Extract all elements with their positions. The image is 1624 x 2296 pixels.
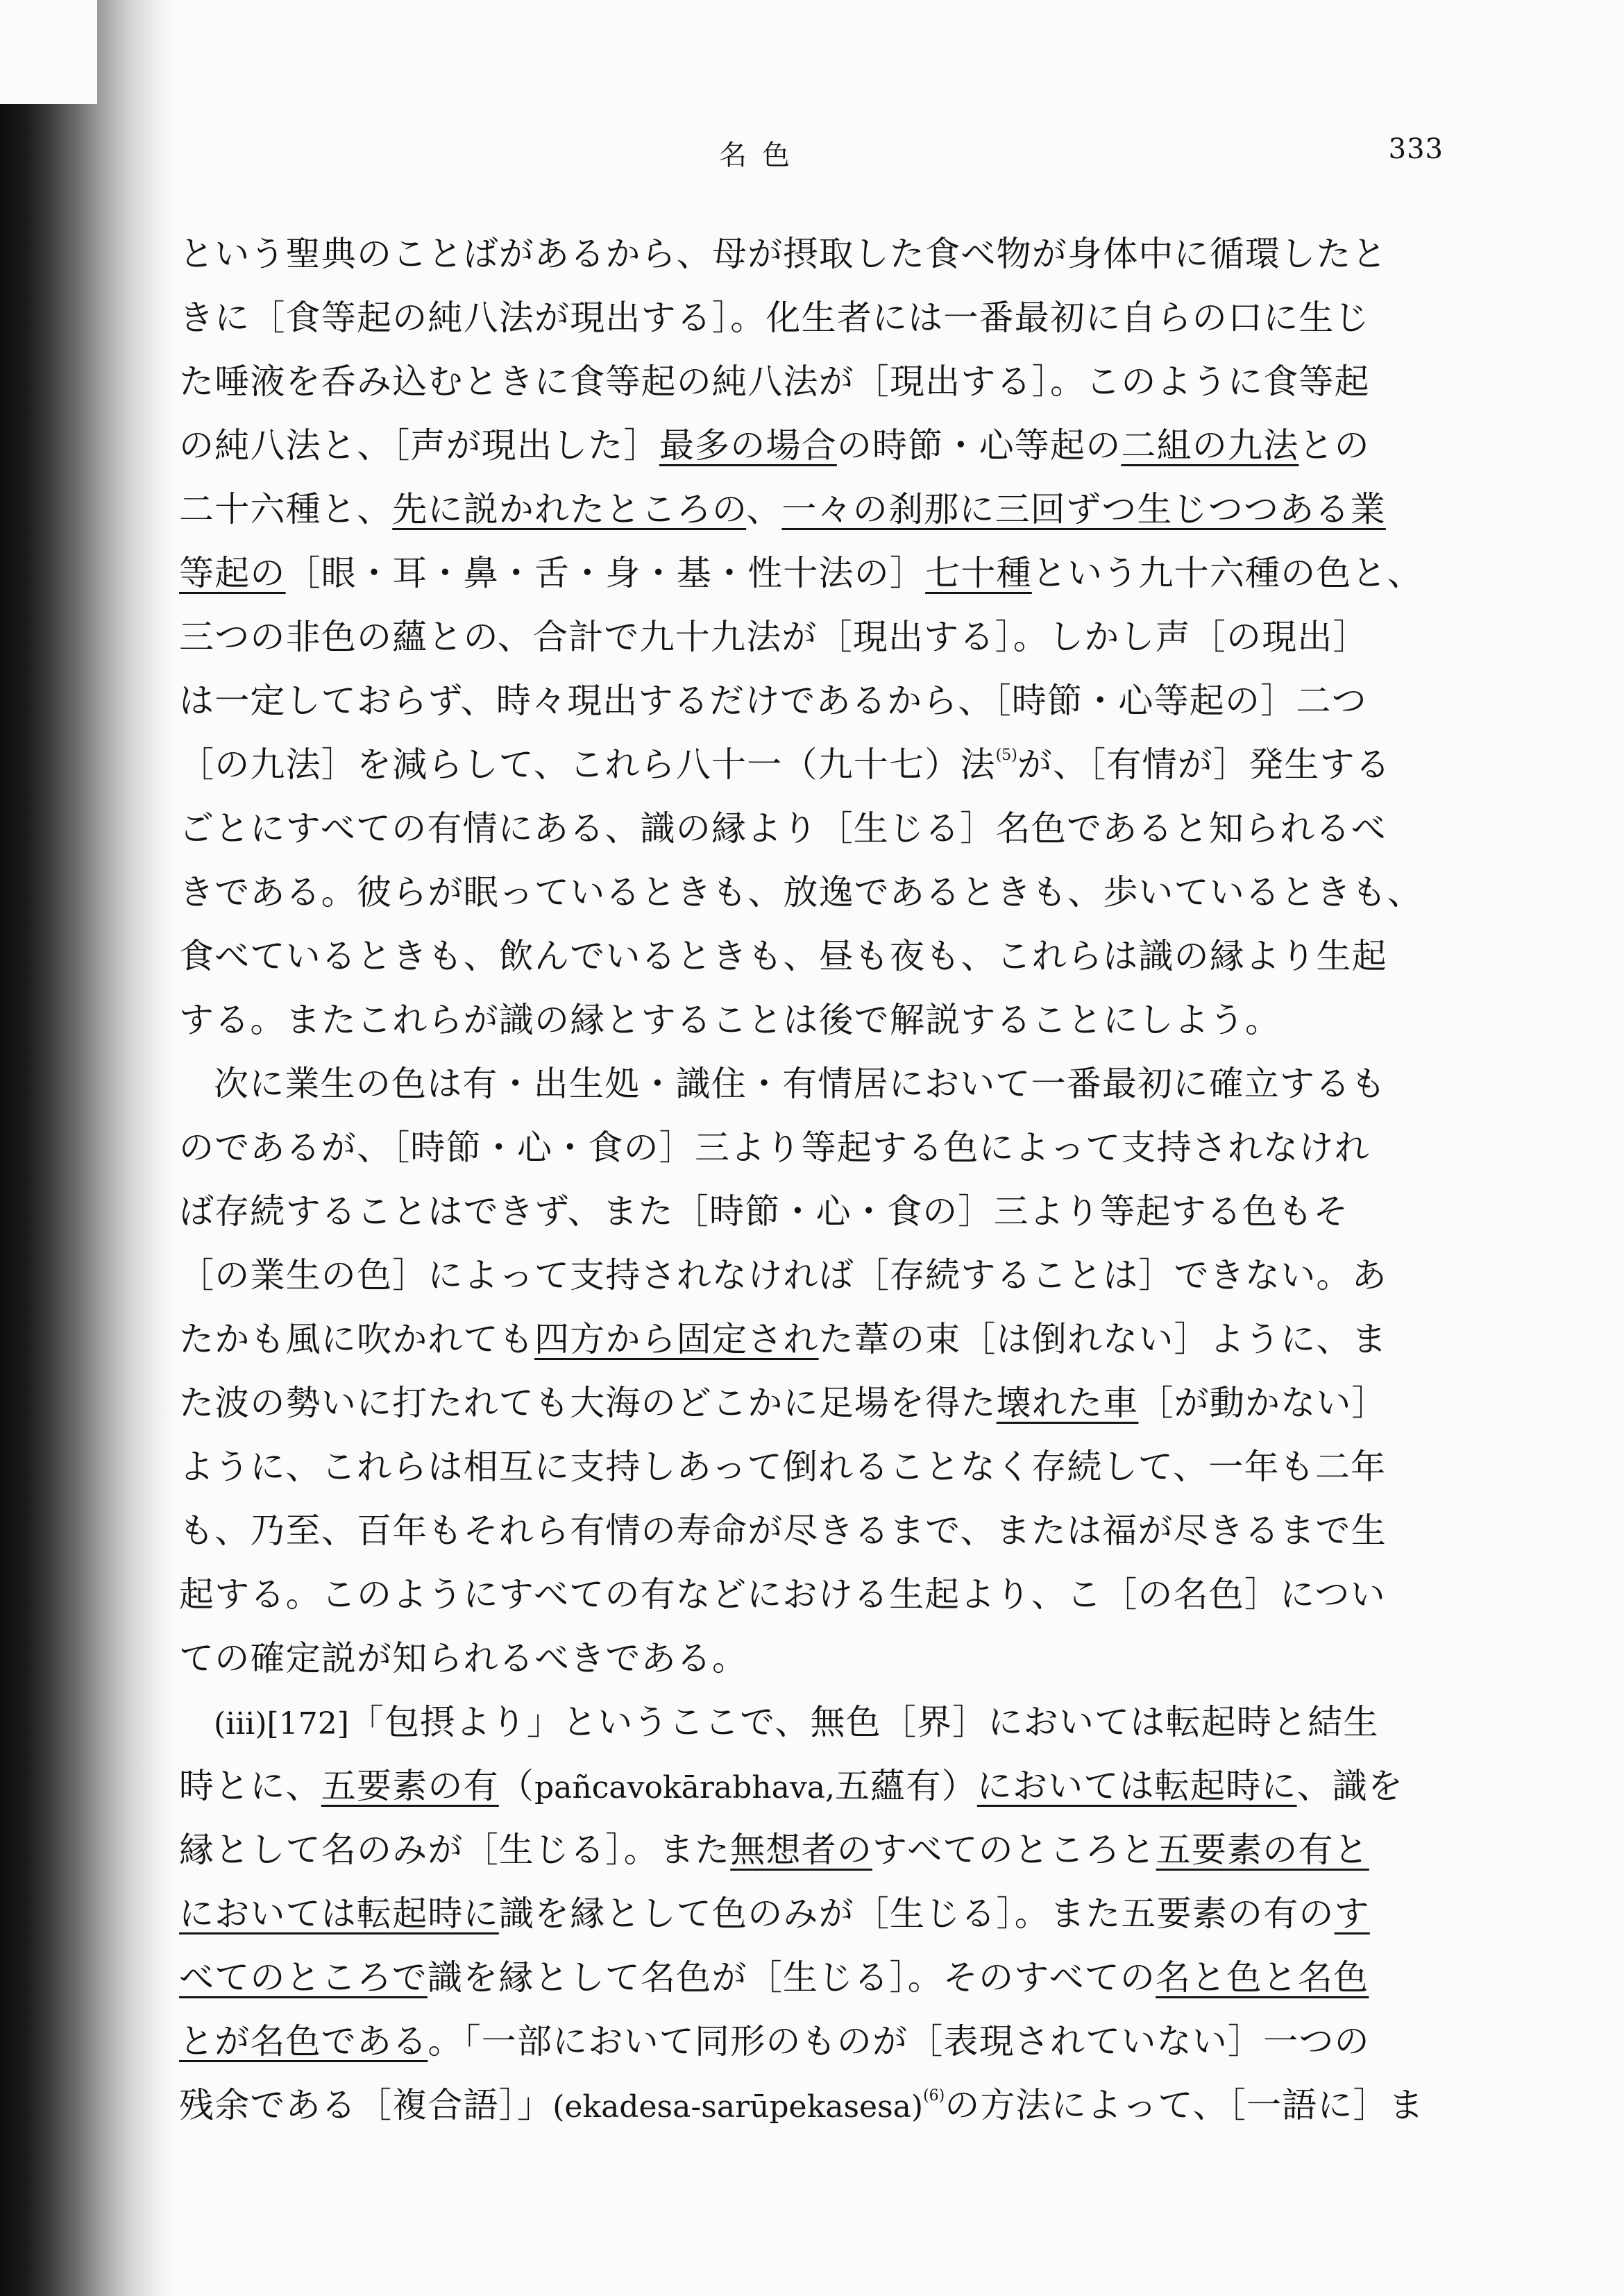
underlined-text: 二組の九法 — [1121, 425, 1299, 466]
text-run: た波の勢いに打たれても大海のどこかに足場を得た — [179, 1383, 997, 1423]
text-run: 三つの非色の蘊との、合計で九十九法が［現出する］。しかし声［の現出］ — [179, 617, 1369, 657]
text-run: 二十六種と、 — [179, 489, 393, 529]
text-line — [179, 541, 1423, 605]
text-run: が、［有情が］発生する — [1017, 745, 1391, 785]
text-run: たかも風に吹かれても — [179, 1319, 534, 1359]
latin-text: (iii)[172] — [214, 1706, 349, 1742]
text-line — [179, 222, 1387, 286]
underlined-text: においては転起時に — [976, 1766, 1297, 1806]
text-run: 次に業生の色は有・出生処・識住・有情居において一番最初に確立するも — [214, 1064, 1387, 1104]
footnote-ref: (6) — [923, 2087, 945, 2104]
page-header — [174, 133, 1444, 175]
text-run: ［眼・耳・鼻・舌・身・基・性十法の］ — [285, 553, 926, 593]
text-line — [179, 1116, 1373, 1180]
text-line — [179, 924, 1387, 988]
text-run: ［の九法］を減らして、これら八十一（九十七）法 — [179, 745, 996, 785]
underlined-text: 無想者の — [730, 1830, 873, 1870]
text-run: ごとにすべての有情にある、識の縁より［生じる］名色であると知られるべ — [179, 808, 1387, 849]
text-line — [179, 2073, 1425, 2137]
text-line — [179, 1243, 1387, 1307]
underlined-text: 一々の刹那に三回ずつ生じつつある業 — [781, 489, 1386, 529]
text-run: 識を縁として色のみが［生じる］。また五要素の有の — [498, 1894, 1335, 1934]
underlined-text: 先に説かれたところの — [392, 489, 747, 529]
underlined-text: 五要素の有と — [1156, 1830, 1369, 1870]
text-line — [179, 2009, 1373, 2073]
text-run: との — [1299, 425, 1370, 466]
underlined-text: とが名色である — [179, 2021, 428, 2061]
underlined-text: べてのところで — [179, 1957, 428, 1998]
text-line — [179, 286, 1373, 350]
text-run: た葦の束［は倒れない］ように、ま — [818, 1319, 1387, 1359]
text-line — [179, 797, 1387, 860]
text-run: の純八法と、［声が現出した］ — [179, 425, 659, 466]
underlined-text: においては転起時に — [179, 1894, 499, 1934]
text-run: 五蘊有） — [834, 1766, 977, 1806]
page-corner — [0, 0, 97, 104]
text-line — [179, 988, 1373, 1052]
text-body — [179, 222, 1425, 2137]
text-run: の方法によって、［一語に］ま — [945, 2085, 1425, 2125]
binding-gutter-shadow — [0, 0, 174, 2296]
text-run: のであるが、［時節・心・食の］三より等起する色によって支持されなけれ — [179, 1128, 1370, 1168]
underlined-text: 四方から固定され — [534, 1319, 819, 1359]
text-run: ［の業生の色］によって支持されなければ［存続することは］できない。あ — [179, 1255, 1387, 1295]
text-line — [179, 1946, 1373, 2009]
text-run: 、 — [746, 489, 782, 529]
text-run: という九十六種の色と、 — [1031, 553, 1423, 593]
latin-text: pañcavokārabhava, — [534, 1770, 835, 1805]
text-run: ば存続することはできず、また［時節・心・食の］三より等起する色もそ — [179, 1191, 1349, 1232]
text-run: きである。彼らが眠っているときも、放逸であるときも、歩いているときも、 — [179, 872, 1423, 912]
page-number: 333 — [1388, 133, 1444, 165]
text-line — [179, 605, 1373, 669]
text-run: きに［食等起の純八法が現出する］。化生者には一番最初に自らの口に生じ — [179, 298, 1370, 338]
footnote-ref: (5) — [995, 747, 1017, 764]
text-run: も、乃至、百年もそれら有情の寿命が尽きるまで、または福が尽きるまで生 — [179, 1511, 1387, 1551]
text-line — [179, 1052, 1387, 1116]
text-line — [179, 669, 1373, 733]
text-line — [179, 1818, 1373, 1882]
text-line — [179, 350, 1373, 414]
text-run: （ — [498, 1766, 535, 1806]
text-run: 。「一部において同形のものが［表現されていない］一つの — [428, 2021, 1370, 2061]
running-title: 名色 — [719, 139, 805, 171]
text-run: という聖典のことばがあるから、母が摂取した食べ物が身体中に循環したと — [179, 234, 1387, 274]
underlined-text: 最多の場合 — [659, 425, 837, 466]
text-line — [179, 1435, 1387, 1499]
text-line — [179, 1563, 1386, 1626]
text-run: 残余である［複合語］」 — [179, 2085, 553, 2125]
text-run: 、識を — [1296, 1766, 1404, 1806]
text-run: 食べているときも、飲んでいるときも、昼も夜も、これらは識の縁より生起 — [179, 936, 1387, 976]
text-line — [179, 1882, 1373, 1946]
text-run: すべてのところと — [872, 1830, 1156, 1870]
underlined-text: 七十種 — [925, 553, 1032, 593]
text-run: 起する。このようにすべての有などにおける生起より、こ［の名色］につい — [179, 1574, 1386, 1615]
text-line — [179, 477, 1386, 541]
text-run: ［が動かない］ — [1138, 1383, 1387, 1423]
text-line — [179, 1626, 1373, 1690]
underlined-text: 壊れた車 — [996, 1383, 1139, 1423]
text-line — [179, 1690, 1379, 1754]
text-run: する。またこれらが識の縁とすることは後で解説することにしよう。 — [179, 1000, 1281, 1040]
text-line — [179, 1754, 1404, 1818]
underlined-text: 等起の — [179, 553, 286, 593]
text-run: 識を縁として名色が［生じる］。そのすべての — [427, 1957, 1156, 1998]
text-run: ように、これらは相互に支持しあって倒れることなく存続して、一年も二年 — [179, 1447, 1387, 1487]
text-run: の時節・心等起の — [836, 425, 1122, 466]
underlined-text: 五要素の有 — [321, 1766, 499, 1806]
underlined-text: す — [1334, 1894, 1370, 1934]
latin-text: (ekadesa-sarūpekasesa) — [552, 2089, 924, 2125]
underlined-text: 名と色と名色 — [1156, 1957, 1369, 1998]
text-line — [179, 1371, 1387, 1435]
text-run: た唾液を呑み込むときに食等起の純八法が［現出する］。このように食等起 — [179, 362, 1370, 402]
text-line — [179, 860, 1423, 924]
text-run: は一定しておらず、時々現出するだけであるから、［時節・心等起の］二つ — [179, 681, 1367, 721]
text-line — [179, 733, 1391, 797]
text-run: 縁として名のみが［生じる］。また — [179, 1830, 731, 1870]
text-run: ての確定説が知られるべきである。 — [179, 1638, 748, 1678]
text-line — [179, 1499, 1387, 1563]
text-line — [179, 1180, 1373, 1243]
text-line — [179, 1307, 1387, 1371]
text-run: 「包摂より」というここで、無色［界］においては転起時と結生 — [348, 1702, 1379, 1742]
text-line — [179, 414, 1373, 477]
text-run: 時とに、 — [179, 1766, 321, 1806]
